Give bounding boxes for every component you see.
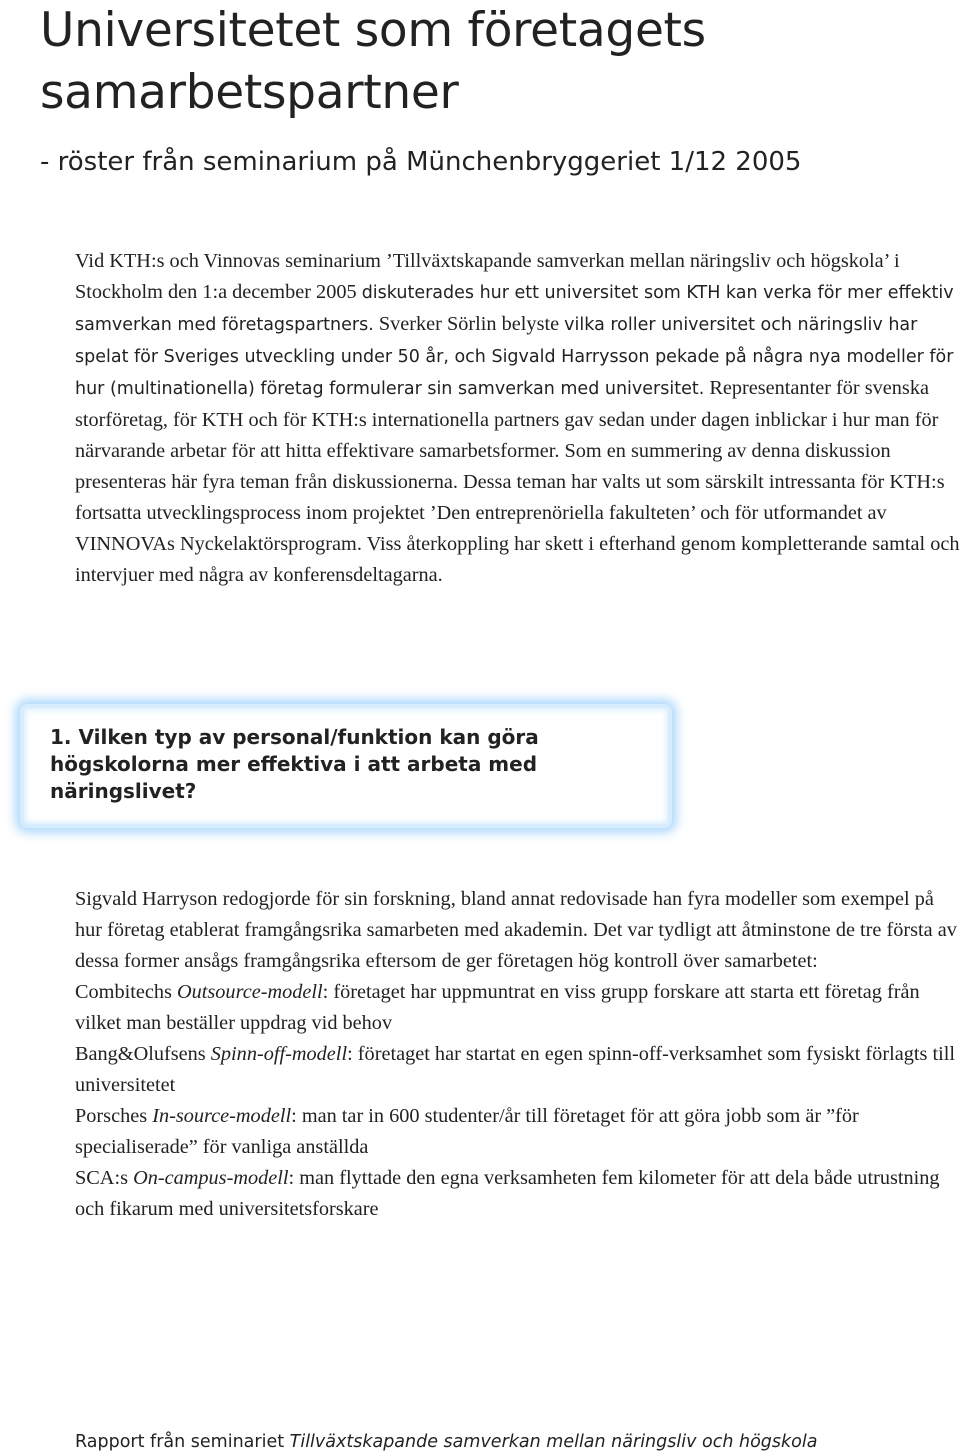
- model-description: : företaget har uppmuntrat en viss grupp forskare att starta ett företag från vilket man beställer uppdrag vid behov: [75, 981, 920, 1034]
- title-line-2: samarbetspartner: [40, 65, 459, 120]
- question-line-1: 1. Vilken typ av personal/funktion kan göra: [50, 725, 539, 749]
- title-line-1: Universitetet som företagets: [40, 3, 706, 58]
- intro-text-5: Representanter för svenska storföretag, för KTH och för KTH:s internationella partners gav sedan under dagen inblickar i hur man för närvarande arbetar för att hitta effektivare samarbetsformer. Som en summering av denna diskussion presenteras här fyra teman från diskussionerna. Dessa teman har valts ut som särskilt intressanta för KTH:s fortsatta utvecklingsprocess inom projektet ’Den entreprenöriella fakulteten’ och för utformandet av VINNOVAs Nyckelaktörsprogram. Viss återkoppling har skett i efterhand genom kompletterande samtal och intervjuer med några av konferensdeltagarna.: [75, 377, 960, 586]
- intro-text-4: vilka roller universitet och näringsliv har spelat för Sveriges utveckling under 50 år, och Sigvald Harrysson pekade på några nya modeller för hur (multinationella) företag formulerar sin samverkan med universitet.: [75, 315, 954, 399]
- section-paragraph: Sigvald Harryson redogjorde för sin forskning, bland annat redovisade han fyra modeller som exempel på hur företag etablerat framgångsrika samarbeten med akademin. Det var tydligt att åtminstone de tre första av dessa former ansågs framgångsrika eftersom de ger företagen hög kontroll över samarbetet:: [75, 888, 957, 972]
- model-company: SCA:s: [75, 1167, 134, 1189]
- model-company: Combitechs: [75, 981, 177, 1003]
- question-line-3: näringslivet?: [50, 779, 197, 803]
- model-description: : man flyttade den egna verksamheten fem kilometer för att dela både utrustning och fikarum med universitetsforskare: [75, 1167, 940, 1220]
- question-line-2: högskolorna mer effektiva i att arbeta med: [50, 752, 538, 776]
- footer-prefix: Rapport från seminariet: [75, 1432, 290, 1452]
- intro-text-2: diskuterades hur ett universitet som KTH kan verka för mer effektiv samverkan med företagspartners.: [75, 283, 954, 335]
- model-description: : företaget har startat en egen spinn-off-verksamhet som fysiskt förlagts till universitetet: [75, 1043, 955, 1096]
- section-body: [75, 884, 960, 1225]
- intro-text-3: Sverker Sörlin belyste: [373, 313, 565, 335]
- document-subtitle: - röster från seminarium på Münchenbryggeriet 1/12 2005: [40, 147, 802, 177]
- footer-report-title: Tillväxtskapande samverkan mellan näringsliv och högskola: [289, 1432, 818, 1452]
- model-name: Spinn-off-modell: [210, 1043, 348, 1065]
- question-callout-box: [20, 704, 672, 828]
- model-item: [75, 1101, 960, 1163]
- question-heading: [50, 724, 539, 805]
- model-company: Porsches: [75, 1105, 153, 1127]
- document-title: [40, 0, 940, 124]
- intro-paragraph: [75, 246, 960, 591]
- model-item: [75, 1163, 960, 1225]
- model-name: On-campus-modell: [133, 1167, 289, 1189]
- model-name: Outsource-modell: [176, 981, 323, 1003]
- model-item: [75, 1039, 960, 1101]
- model-company: Bang&Olufsens: [75, 1043, 211, 1065]
- model-item: [75, 977, 960, 1039]
- intro-text-1: Vid KTH:s och Vinnovas seminarium ’Tillväxtskapande samverkan mellan näringsliv och högskola’ i Stockholm den 1:a december 2005: [75, 250, 900, 303]
- page-footer: [75, 1431, 817, 1453]
- model-description: : man tar in 600 studenter/år till företaget för att göra jobb som är ”för specialiserade” för vanliga anställda: [75, 1105, 859, 1158]
- model-name: In-source-modell: [152, 1105, 292, 1127]
